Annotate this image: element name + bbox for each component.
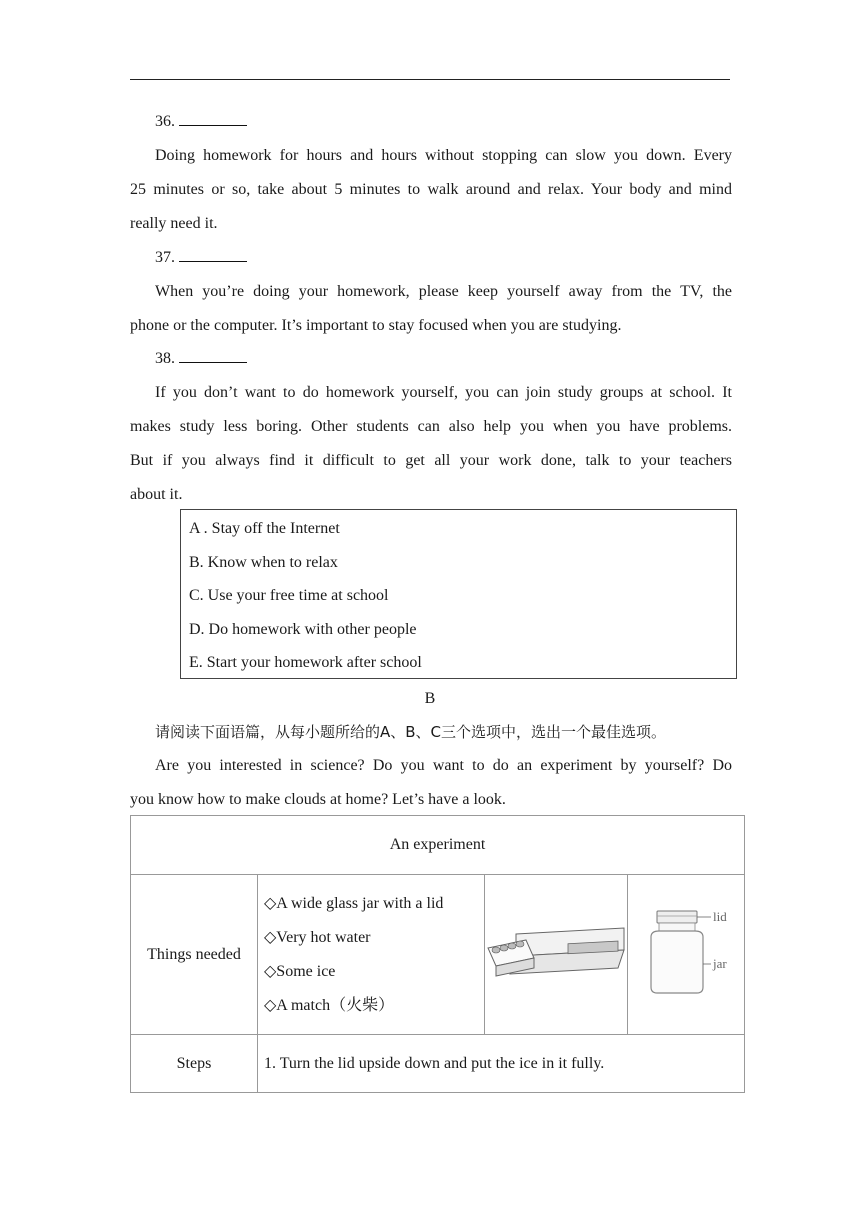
q36-para-line-1: Doing homework for hours and hours without stopping can slow you down. Every <box>155 147 732 164</box>
q38-para-line-1: If you don’t want to do homework yourself, you can join study groups at school. It <box>155 384 732 401</box>
section-b-heading: B <box>424 690 436 707</box>
jar-illustration <box>631 907 741 997</box>
experiment-table <box>130 815 745 1093</box>
question-37-label: 37. <box>155 247 757 269</box>
answer-blank-37[interactable] <box>179 247 247 262</box>
table-title: An experiment <box>131 816 745 875</box>
q36-para-line-3: really need it. <box>130 215 218 232</box>
intro-line-1: Are you interested in science? Do you want to do an experiment by yourself? Do <box>155 757 732 774</box>
q38-para-line-2: makes study less boring. Other students can also help you when you have problems. <box>130 418 732 435</box>
top-rule <box>130 79 730 80</box>
jar-cell <box>628 875 745 1035</box>
things-needed-label: Things needed <box>131 875 258 1035</box>
option-d: D. Do homework with other people <box>189 621 417 638</box>
thing-item-jar: ◇A wide glass jar with a lid <box>264 894 444 912</box>
jar-lid-label: lid <box>713 909 727 924</box>
q36-para-line-2: 25 minutes or so, take about 5 minutes to walk around and relax. Your body and mind <box>130 181 732 198</box>
question-38-label: 38. <box>155 348 757 370</box>
options-box <box>180 509 737 679</box>
q38-para-line-3: But if you always find it difficult to get all your work done, talk to your teachers <box>130 452 732 469</box>
jar-body-label: jar <box>713 956 727 971</box>
q37-para-line-1: When you’re doing your homework, please keep yourself away from the TV, the <box>155 283 732 300</box>
matchbox-illustration <box>486 922 626 982</box>
thing-item-hot-water: ◇Very hot water <box>264 928 371 946</box>
answer-blank-38[interactable] <box>179 348 247 363</box>
option-b: B. Know when to relax <box>189 554 338 571</box>
thing-item-ice: ◇Some ice <box>264 962 336 980</box>
steps-label: Steps <box>131 1035 258 1093</box>
q38-para-line-4: about it. <box>130 486 183 503</box>
section-b-instruction: 请阅读下面语篇，从每小题所给的A、B、C三个选项中，选出一个最佳选项。 <box>155 723 667 741</box>
option-c: C. Use your free time at school <box>189 587 389 604</box>
option-e: E. Start your homework after school <box>189 654 422 671</box>
thing-item-match: ◇A match（火柴） <box>264 996 395 1014</box>
matchbox-cell <box>485 875 628 1035</box>
option-a: A . Stay off the Internet <box>189 520 340 537</box>
answer-blank-36[interactable] <box>179 111 247 126</box>
question-36-label: 36. <box>155 111 757 133</box>
things-list <box>258 875 485 1035</box>
intro-line-2: you know how to make clouds at home? Let’s have a look. <box>130 791 506 808</box>
step-1: 1. Turn the lid upside down and put the ice in it fully. <box>258 1035 745 1093</box>
q37-para-line-2: phone or the computer. It’s important to stay focused when you are studying. <box>130 317 622 334</box>
